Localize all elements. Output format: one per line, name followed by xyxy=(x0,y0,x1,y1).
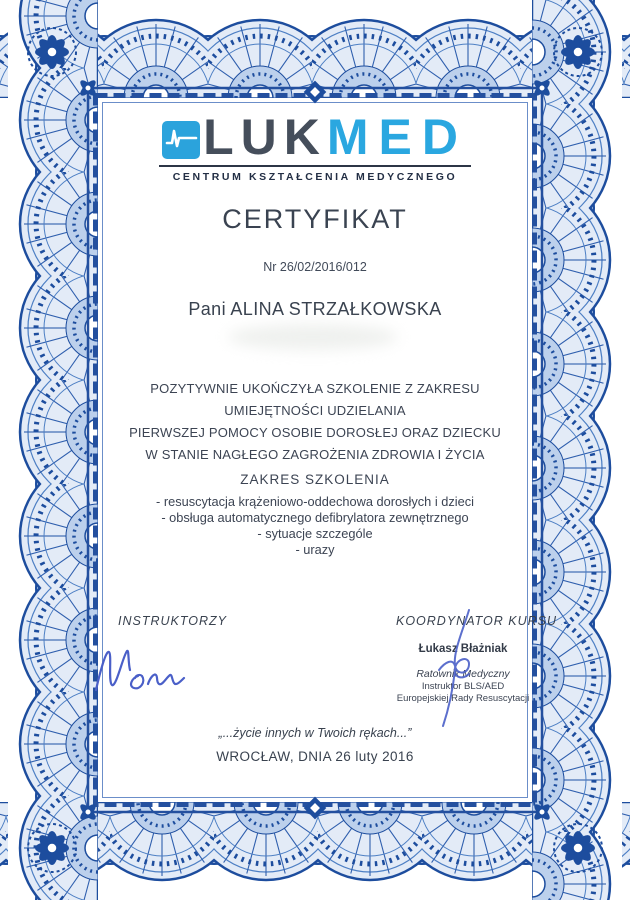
statement-line: W STANIE NAGŁEGO ZAGROŻENIA ZDROWIA I ŻYCIA xyxy=(145,447,485,462)
scope-item: - resuscytacja krążeniowo-oddechowa dorosłych i dzieci xyxy=(156,494,474,509)
instructors-label: INSTRUKTORZY xyxy=(118,614,227,628)
coordinator-title: Instruktor BLS/AED xyxy=(421,681,505,692)
erased-smudge xyxy=(228,324,398,350)
logo-rule xyxy=(159,165,471,167)
coordinator-label: KOORDYNATOR KURSU xyxy=(396,614,558,628)
footer-quote: „...życie innych w Twoich rękach...” xyxy=(218,726,412,740)
certificate-title: CERTYFIKAT xyxy=(222,204,408,234)
scope-list xyxy=(100,494,530,558)
scope-heading: ZAKRES SZKOLENIA xyxy=(240,472,390,487)
place-and-date: WROCŁAW, DNIA 26 luty 2016 xyxy=(216,749,414,764)
scope-item: - obsługa automatycznego defibrylatora zewnętrznego xyxy=(161,510,469,525)
statement xyxy=(100,378,530,466)
coordinator-signature-ink xyxy=(425,600,495,732)
coordinator-title: Europejskiej Rady Resuscytacji xyxy=(396,693,530,704)
coordinator-title: Ratownik Medyczny xyxy=(416,668,510,680)
certificate-number: Nr 26/02/2016/012 xyxy=(263,260,367,274)
statement-line: POZYTYWNIE UKOŃCZYŁA SZKOLENIE Z ZAKRESU UMIEJĘTNOŚCI UDZIELANIA xyxy=(150,381,480,418)
recipient-name: Pani ALINA STRZAŁKOWSKA xyxy=(188,299,442,319)
logo-tagline: CENTRUM KSZTAŁCENIA MEDYCZNEGO xyxy=(172,171,458,183)
coordinator-name: Łukasz Błażniak xyxy=(418,643,508,655)
scope-item: - sytuacje szczególe xyxy=(257,526,373,541)
brand-secondary: MED xyxy=(326,109,468,165)
logo xyxy=(100,109,530,183)
statement-line: PIERWSZEJ POMOCY OSOBIE DOROSŁEJ ORAZ DZIECKU xyxy=(129,425,501,440)
brand-primary: LUK xyxy=(203,109,327,165)
instructor-signature-ink xyxy=(90,638,210,700)
ekg-heartbeat-icon xyxy=(162,121,200,159)
scope-item: - urazy xyxy=(295,542,335,557)
